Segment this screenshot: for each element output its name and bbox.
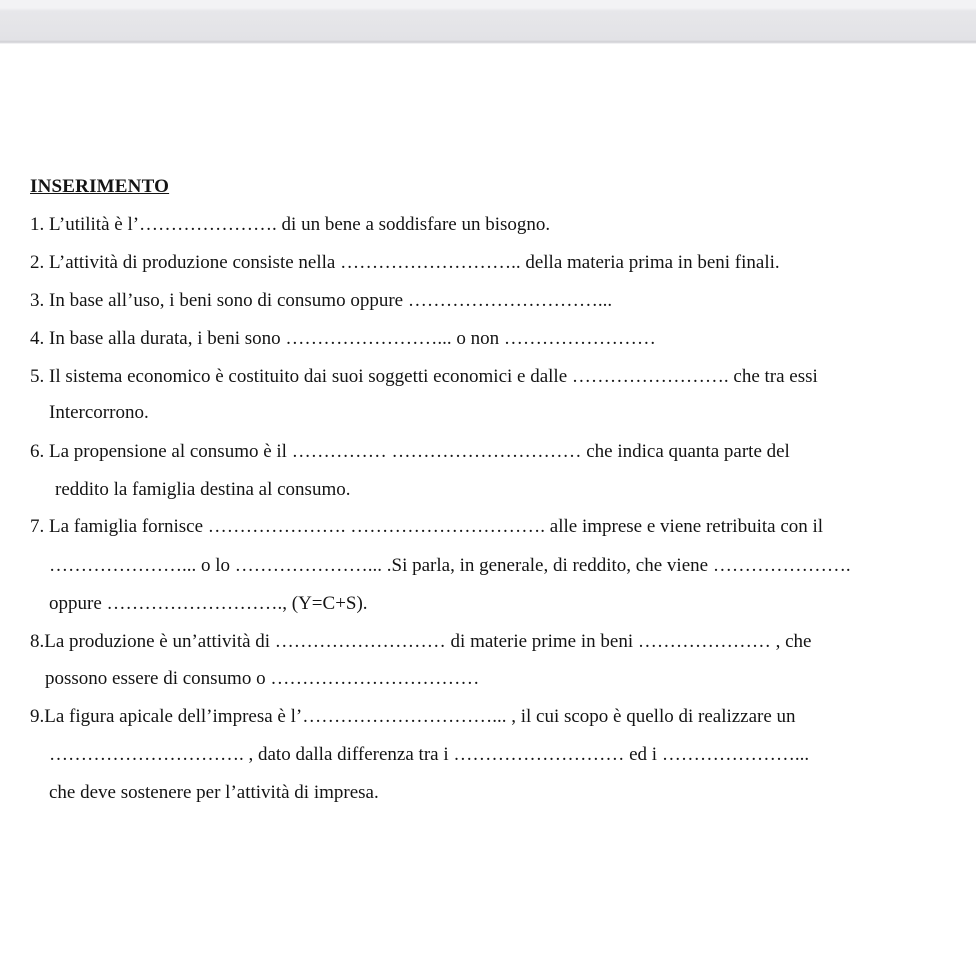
exercise-line-5: 5. Il sistema economico è costituito dai suoi soggetti economici e dalle ……………………. che tra essi xyxy=(30,366,818,387)
exercise-line-9-cont-a: …………………………. , dato dalla differenza tra i ……………………… ed i …………………... xyxy=(49,744,810,765)
exercise-line-1: 1. L’utilità è l’…………………. di un bene a soddisfare un bisogno. xyxy=(30,214,551,235)
worksheet-title: INSERIMENTO xyxy=(30,176,170,197)
exercise-line-9-cont-b: che deve sostenere per l’attività di impresa. xyxy=(49,782,379,803)
exercise-line-4: 4. In base alla durata, i beni sono ……………………... o non …………………… xyxy=(30,328,656,349)
exercise-line-9: 9.La figura apicale dell’impresa è l’…………………………... , il cui scopo è quello di realizzare un xyxy=(30,706,796,727)
worksheet-page xyxy=(0,44,976,959)
exercise-line-6-cont: reddito la famiglia destina al consumo. xyxy=(55,479,351,500)
exercise-line-8: 8.La produzione è un’attività di ……………………… di materie prime in beni ………………… , che xyxy=(30,631,812,652)
exercise-line-6: 6. La propensione al consumo è il …………… ………………………… che indica quanta parte del xyxy=(30,441,790,462)
exercise-line-7-cont-b: oppure ………………………., (Y=C+S). xyxy=(49,593,368,614)
exercise-line-7-cont-a: …………………... o lo …………………... .Si parla, in generale, di reddito, che viene …………………. xyxy=(49,555,851,576)
exercise-line-8-cont: possono essere di consumo o …………………………… xyxy=(45,668,480,689)
exercise-line-5-cont: Intercorrono. xyxy=(49,402,149,423)
top-toolbar xyxy=(0,0,976,44)
exercise-line-7: 7. La famiglia fornisce …………………. …………………………. alle imprese e viene retribuita con il xyxy=(30,516,824,537)
exercise-line-3: 3. In base all’uso, i beni sono di consumo oppure …………………………... xyxy=(30,290,613,311)
exercise-line-2: 2. L’attività di produzione consiste nella ……………………….. della materia prima in beni finali. xyxy=(30,252,780,273)
